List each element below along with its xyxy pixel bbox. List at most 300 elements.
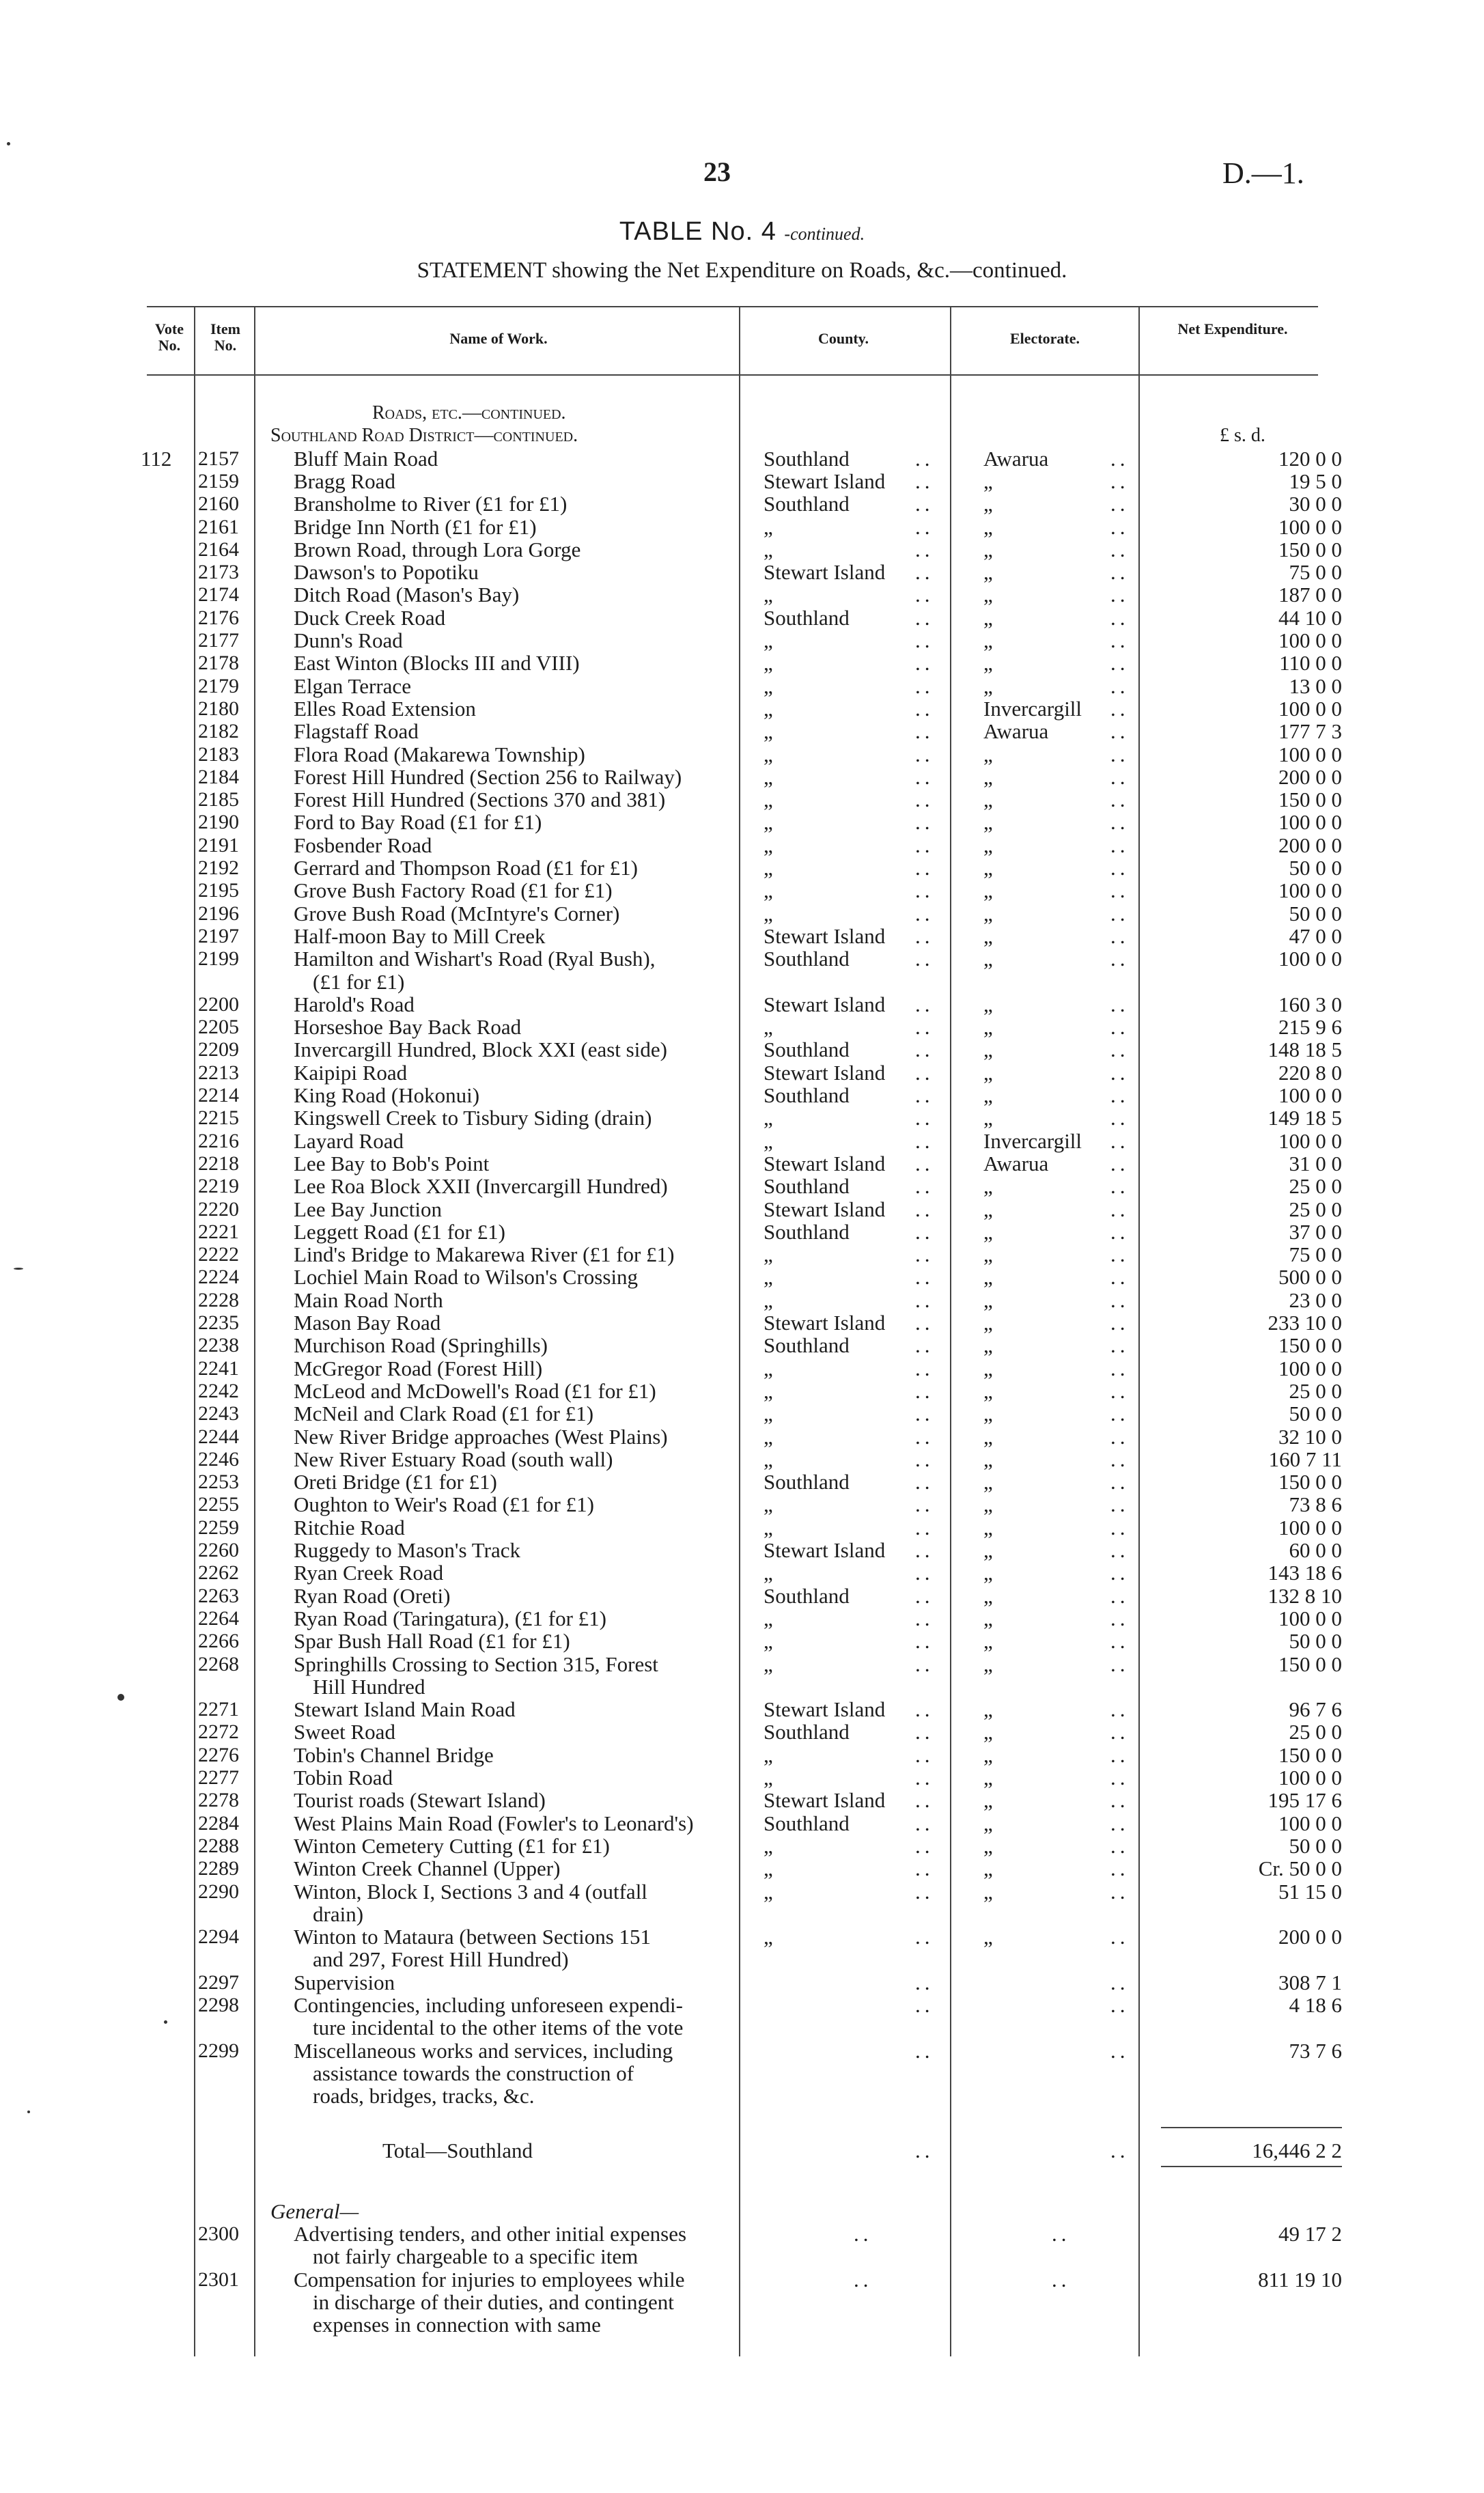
county: Stewart Island bbox=[764, 923, 886, 948]
leader-dots: .. bbox=[915, 1697, 934, 1722]
work-name: Compensation for injuries to employees while bbox=[294, 2267, 685, 2292]
leader-dots: .. bbox=[1110, 1742, 1130, 1767]
county: „ bbox=[764, 537, 773, 561]
work-name: Kingswell Creek to Tisbury Siding (drain) bbox=[294, 1106, 652, 1130]
work-name: Tobin Road bbox=[294, 1766, 393, 1789]
item-number: 2191 bbox=[198, 833, 239, 856]
leader-dots: .. bbox=[1110, 628, 1130, 652]
leader-dots: .. bbox=[915, 1470, 934, 1494]
county: Southland bbox=[764, 492, 850, 516]
county: „ bbox=[764, 1515, 773, 1540]
leader-dots: .. bbox=[1110, 583, 1130, 607]
leader-dots: .. bbox=[915, 514, 934, 539]
net-expenditure: 110 0 0 bbox=[1279, 651, 1342, 676]
leader-dots: .. bbox=[1110, 1492, 1130, 1517]
electorate: „ bbox=[983, 810, 993, 835]
net-expenditure: 96 7 6 bbox=[1289, 1697, 1342, 1722]
county: Southland bbox=[764, 1219, 850, 1244]
work-name-cont: (£1 for £1) bbox=[313, 969, 405, 994]
header-item: Item No. bbox=[210, 320, 240, 354]
county: „ bbox=[764, 583, 773, 607]
net-expenditure: 100 0 0 bbox=[1278, 696, 1342, 721]
item-number: 2195 bbox=[198, 879, 239, 902]
electorate: „ bbox=[983, 1356, 993, 1380]
table-title-continued: -continued. bbox=[784, 224, 865, 244]
county: „ bbox=[764, 1925, 773, 1949]
work-name: Ryan Road (Oreti) bbox=[294, 1583, 451, 1608]
leader-dots: .. bbox=[1110, 1197, 1130, 1221]
work-name: East Winton (Blocks III and VIII) bbox=[294, 651, 580, 676]
general-heading: General— bbox=[270, 2199, 359, 2223]
county: Stewart Island bbox=[764, 1697, 886, 1722]
item-number: 2174 bbox=[198, 583, 239, 607]
net-expenditure: 811 19 10 bbox=[1258, 2267, 1342, 2292]
work-name: Bridge Inn North (£1 for £1) bbox=[294, 514, 537, 539]
electorate: Invercargill bbox=[983, 696, 1082, 721]
county: „ bbox=[764, 1629, 773, 1654]
item-number: 2192 bbox=[198, 856, 239, 879]
leader-dots: .. bbox=[1110, 1833, 1130, 1858]
col-rule-electorate bbox=[1138, 307, 1140, 2356]
county: Stewart Island bbox=[764, 1788, 886, 1813]
header-top-rule bbox=[147, 306, 1318, 307]
electorate: „ bbox=[983, 923, 993, 948]
net-expenditure: 500 0 0 bbox=[1278, 1265, 1342, 1290]
electorate: „ bbox=[983, 1833, 993, 1858]
net-expenditure: 148 18 5 bbox=[1268, 1037, 1342, 1062]
net-expenditure: 100 0 0 bbox=[1278, 1128, 1342, 1153]
leader-dots: .. bbox=[915, 1151, 934, 1175]
leader-dots: .. bbox=[1110, 1470, 1130, 1494]
work-name: Ryan Road (Taringatura), (£1 for £1) bbox=[294, 1606, 606, 1630]
electorate: „ bbox=[983, 514, 993, 539]
leader-dots: .. bbox=[915, 923, 934, 948]
item-number: 2182 bbox=[198, 720, 239, 743]
item-number: 2260 bbox=[198, 1539, 239, 1561]
total-amount: 16,446 2 2 bbox=[1252, 2138, 1342, 2162]
item-number: 2278 bbox=[198, 1789, 239, 1812]
leader-dots: .. bbox=[915, 1583, 934, 1608]
county: „ bbox=[764, 514, 773, 539]
leader-dots: .. bbox=[1110, 2038, 1130, 2063]
electorate: „ bbox=[983, 1060, 993, 1085]
work-name-cont: Hill Hundred bbox=[313, 1674, 425, 1699]
county: Southland bbox=[764, 446, 850, 471]
leader-dots: .. bbox=[915, 1515, 934, 1540]
electorate: „ bbox=[983, 1606, 993, 1630]
net-expenditure: 50 0 0 bbox=[1289, 1833, 1342, 1858]
item-number: 2184 bbox=[198, 765, 239, 788]
col-rule-county bbox=[950, 307, 951, 2356]
county: Stewart Island bbox=[764, 469, 886, 493]
work-name: Duck Creek Road bbox=[294, 605, 446, 630]
leader-dots: .. bbox=[915, 446, 934, 471]
county: Southland bbox=[764, 947, 850, 971]
leader-dots: .. bbox=[915, 1447, 934, 1471]
county: „ bbox=[764, 1242, 773, 1267]
item-number: 2209 bbox=[198, 1038, 239, 1061]
leader-dots: .. bbox=[915, 469, 934, 493]
leader-dots: .. bbox=[915, 696, 934, 721]
electorate: „ bbox=[983, 1720, 993, 1744]
net-expenditure: Cr. 50 0 0 bbox=[1258, 1856, 1342, 1881]
net-expenditure: 100 0 0 bbox=[1278, 514, 1342, 539]
county: „ bbox=[764, 1015, 773, 1040]
leader-dots: .. bbox=[915, 1993, 934, 2017]
leader-dots: .. bbox=[915, 1265, 934, 1290]
net-expenditure: 25 0 0 bbox=[1289, 1174, 1342, 1199]
leader-dots: .. bbox=[1110, 1128, 1130, 1153]
work-name: Miscellaneous works and services, including bbox=[294, 2038, 673, 2063]
electorate: „ bbox=[983, 1629, 993, 1654]
work-name: Oughton to Weir's Road (£1 for £1) bbox=[294, 1492, 594, 1517]
leader-dots: .. bbox=[1110, 1083, 1130, 1107]
work-name: Dawson's to Popotiku bbox=[294, 560, 479, 585]
work-name: Ford to Bay Road (£1 for £1) bbox=[294, 810, 542, 835]
leader-dots: .. bbox=[1110, 1561, 1130, 1585]
leader-dots: .. bbox=[915, 1606, 934, 1630]
item-number: 2294 bbox=[198, 1925, 239, 1949]
net-expenditure: 100 0 0 bbox=[1278, 878, 1342, 903]
county: „ bbox=[764, 856, 773, 880]
leader-dots: .. bbox=[915, 1925, 934, 1949]
scan-mark bbox=[164, 2020, 167, 2024]
net-expenditure: 220 8 0 bbox=[1278, 1060, 1342, 1085]
work-name: Leggett Road (£1 for £1) bbox=[294, 1219, 505, 1244]
county: „ bbox=[764, 719, 773, 744]
net-expenditure: 13 0 0 bbox=[1289, 673, 1342, 698]
county: Southland bbox=[764, 1583, 850, 1608]
county: „ bbox=[764, 1402, 773, 1426]
item-number: 2197 bbox=[198, 924, 239, 947]
item-number: 2199 bbox=[198, 947, 239, 971]
leader-dots: .. bbox=[1110, 1037, 1130, 1062]
leader-dots: .. bbox=[915, 1197, 934, 1221]
work-name: King Road (Hokonui) bbox=[294, 1083, 480, 1107]
net-expenditure: 50 0 0 bbox=[1289, 901, 1342, 925]
county: „ bbox=[764, 1833, 773, 1858]
electorate: „ bbox=[983, 856, 993, 880]
county: Southland bbox=[764, 1470, 850, 1494]
item-number: 2241 bbox=[198, 1356, 239, 1380]
net-expenditure: 75 0 0 bbox=[1289, 560, 1342, 585]
leader-dots: .. bbox=[1110, 1788, 1130, 1813]
leader-dots: .. bbox=[1110, 1242, 1130, 1267]
page-number: 23 bbox=[703, 156, 731, 187]
net-expenditure: 215 9 6 bbox=[1278, 1015, 1342, 1040]
leader-dots: .. bbox=[1110, 446, 1130, 471]
item-number: 2255 bbox=[198, 1493, 239, 1516]
leader-dots: .. bbox=[915, 719, 934, 744]
work-name: McGregor Road (Forest Hill) bbox=[294, 1356, 543, 1380]
net-expenditure: 149 18 5 bbox=[1268, 1106, 1342, 1130]
item-number: 2222 bbox=[198, 1243, 239, 1266]
electorate: „ bbox=[983, 1424, 993, 1449]
electorate: „ bbox=[983, 1311, 993, 1335]
work-name: Ryan Creek Road bbox=[294, 1561, 444, 1585]
work-name: Ritchie Road bbox=[294, 1515, 405, 1540]
net-expenditure: 100 0 0 bbox=[1278, 1766, 1342, 1789]
leader-dots: .. bbox=[915, 1811, 934, 1835]
county: Stewart Island bbox=[764, 992, 886, 1016]
header-net-expenditure: Net Expenditure. bbox=[1177, 320, 1288, 337]
item-number: 2185 bbox=[198, 788, 239, 811]
leader-dots: .. bbox=[1110, 1106, 1130, 1130]
header-electorate: Electorate. bbox=[1010, 330, 1080, 347]
leader-dots: .. bbox=[1110, 1015, 1130, 1040]
leader-dots: .. bbox=[1110, 947, 1130, 971]
county: „ bbox=[764, 1606, 773, 1630]
leader-dots: .. bbox=[1110, 1311, 1130, 1335]
work-name: New River Bridge approaches (West Plains) bbox=[294, 1424, 668, 1449]
work-name: Winton, Block I, Sections 3 and 4 (outfall bbox=[294, 1879, 647, 1904]
electorate: „ bbox=[983, 1583, 993, 1608]
work-name: Bransholme to River (£1 for £1) bbox=[294, 492, 568, 516]
net-expenditure: 195 17 6 bbox=[1268, 1788, 1342, 1813]
leader-dots: .. bbox=[1110, 1378, 1130, 1403]
work-name: Winton Creek Channel (Upper) bbox=[294, 1856, 561, 1881]
item-number: 2224 bbox=[198, 1266, 239, 1289]
leader-dots: .. bbox=[1110, 673, 1130, 698]
work-name: Spar Bush Hall Road (£1 for £1) bbox=[294, 1629, 570, 1654]
leader-dots: .. bbox=[915, 947, 934, 971]
leader-dots: .. bbox=[1110, 2138, 1130, 2162]
leader-dots: .. bbox=[1110, 1970, 1130, 1994]
leader-dots: .. bbox=[1110, 1219, 1130, 1244]
leader-dots: .. bbox=[915, 492, 934, 516]
col-rule-vote bbox=[194, 307, 195, 2356]
county: Southland bbox=[764, 1083, 850, 1107]
net-expenditure: 132 8 10 bbox=[1268, 1583, 1342, 1608]
leader-dots: .. bbox=[1110, 1811, 1130, 1835]
electorate: „ bbox=[983, 1856, 993, 1881]
electorate: „ bbox=[983, 833, 993, 857]
leader-dots: .. bbox=[915, 1037, 934, 1062]
electorate: „ bbox=[983, 1492, 993, 1517]
leader-dots: .. bbox=[1110, 514, 1130, 539]
leader-dots: .. bbox=[915, 1970, 934, 1994]
net-expenditure: 60 0 0 bbox=[1289, 1538, 1342, 1562]
work-name: Oreti Bridge (£1 for £1) bbox=[294, 1470, 497, 1494]
net-expenditure: 160 7 11 bbox=[1268, 1447, 1342, 1471]
county: „ bbox=[764, 764, 773, 789]
item-number: 2271 bbox=[198, 1698, 239, 1721]
net-expenditure: 50 0 0 bbox=[1289, 1629, 1342, 1654]
item-number: 2276 bbox=[198, 1743, 239, 1766]
county: Southland bbox=[764, 1811, 850, 1835]
work-name: Layard Road bbox=[294, 1128, 404, 1153]
work-name: Contingencies, including unforeseen expendi- bbox=[294, 1993, 683, 2017]
work-name: Hamilton and Wishart's Road (Ryal Bush), bbox=[294, 947, 656, 971]
leader-dots: .. bbox=[915, 2138, 934, 2162]
section-heading-roads: Roads, etc.—continued. bbox=[372, 402, 566, 423]
work-name: Main Road North bbox=[294, 1287, 443, 1312]
work-name: Ditch Road (Mason's Bay) bbox=[294, 583, 520, 607]
net-expenditure: 25 0 0 bbox=[1289, 1378, 1342, 1403]
item-number: 2215 bbox=[198, 1106, 239, 1130]
electorate: „ bbox=[983, 1879, 993, 1904]
work-name: Flora Road (Makarewa Township) bbox=[294, 742, 585, 766]
county: „ bbox=[764, 1128, 773, 1153]
leader-dots: .. bbox=[915, 742, 934, 766]
county: Southland bbox=[764, 605, 850, 630]
net-expenditure: 160 3 0 bbox=[1278, 992, 1342, 1016]
leader-dots: .. bbox=[915, 1219, 934, 1244]
county: „ bbox=[764, 833, 773, 857]
electorate: „ bbox=[983, 673, 993, 698]
county: Southland bbox=[764, 1333, 850, 1358]
leader-dots: .. bbox=[915, 1060, 934, 1085]
leader-dots: .. bbox=[915, 1356, 934, 1380]
net-expenditure: 47 0 0 bbox=[1289, 923, 1342, 948]
county: „ bbox=[764, 651, 773, 676]
leader-dots: .. bbox=[1110, 492, 1130, 516]
document-reference: D.—1. bbox=[1222, 156, 1304, 190]
leader-dots: .. bbox=[1110, 1356, 1130, 1380]
electorate: „ bbox=[983, 1037, 993, 1062]
net-expenditure: 100 0 0 bbox=[1278, 1606, 1342, 1630]
leader-dots: .. bbox=[1110, 1402, 1130, 1426]
leader-dots: .. bbox=[1110, 1925, 1130, 1949]
leader-dots: .. bbox=[915, 878, 934, 903]
net-expenditure: 150 0 0 bbox=[1278, 537, 1342, 561]
item-number: 2299 bbox=[198, 2039, 239, 2062]
col-rule-name bbox=[739, 307, 740, 2356]
net-expenditure: 49 17 2 bbox=[1278, 2222, 1342, 2246]
county: „ bbox=[764, 1378, 773, 1403]
item-number: 2235 bbox=[198, 1311, 239, 1334]
work-name: Brown Road, through Lora Gorge bbox=[294, 537, 581, 561]
electorate: „ bbox=[983, 1470, 993, 1494]
leader-dots: .. bbox=[1110, 1856, 1130, 1881]
work-name: Lee Roa Block XXII (Invercargill Hundred) bbox=[294, 1174, 668, 1199]
table-title-text: TABLE No. 4 bbox=[619, 217, 776, 246]
item-number: 2301 bbox=[198, 2268, 239, 2291]
work-name: Murchison Road (Springhills) bbox=[294, 1333, 548, 1358]
net-expenditure: 32 10 0 bbox=[1278, 1424, 1342, 1449]
net-expenditure: 150 0 0 bbox=[1278, 1652, 1342, 1676]
electorate: „ bbox=[983, 1402, 993, 1426]
electorate: Awarua bbox=[983, 446, 1049, 471]
work-name: McNeil and Clark Road (£1 for £1) bbox=[294, 1402, 594, 1426]
net-expenditure: 100 0 0 bbox=[1278, 742, 1342, 766]
item-number: 2205 bbox=[198, 1016, 239, 1039]
item-number: 2277 bbox=[198, 1766, 239, 1789]
work-name-cont: and 297, Forest Hill Hundred) bbox=[313, 1947, 569, 1972]
leader-dots: .. bbox=[915, 788, 934, 812]
leader-dots: .. bbox=[1110, 923, 1130, 948]
header-name: Name of Work. bbox=[449, 330, 548, 347]
work-name: Lee Bay Junction bbox=[294, 1197, 442, 1221]
electorate: „ bbox=[983, 1742, 993, 1767]
leader-dots: .. bbox=[1110, 696, 1130, 721]
work-name: Elles Road Extension bbox=[294, 696, 476, 721]
item-number: 2300 bbox=[198, 2223, 239, 2246]
work-name: Grove Bush Factory Road (£1 for £1) bbox=[294, 878, 613, 903]
leader-dots: .. bbox=[1110, 1652, 1130, 1676]
work-name-cont: assistance towards the construction of bbox=[313, 2061, 634, 2085]
leader-dots: .. bbox=[1110, 742, 1130, 766]
leader-dots: .. bbox=[1110, 1697, 1130, 1722]
county: Southland bbox=[764, 1720, 850, 1744]
leader-dots: .. bbox=[1110, 878, 1130, 903]
leader-dots: .. bbox=[1110, 1766, 1130, 1789]
county: „ bbox=[764, 696, 773, 721]
electorate: „ bbox=[983, 1174, 993, 1199]
item-number: 2159 bbox=[198, 469, 239, 492]
leader-dots: .. bbox=[1110, 901, 1130, 925]
electorate: „ bbox=[983, 1766, 993, 1789]
item-number: 2246 bbox=[198, 1447, 239, 1471]
net-expenditure: 50 0 0 bbox=[1289, 856, 1342, 880]
item-number: 2160 bbox=[198, 492, 239, 516]
leader-dots: .. bbox=[915, 1629, 934, 1654]
item-number: 2179 bbox=[198, 674, 239, 697]
leader-dots: .. bbox=[1110, 1060, 1130, 1085]
leader-dots: .. bbox=[915, 810, 934, 835]
col-rule-item bbox=[254, 307, 255, 2356]
item-number: 2221 bbox=[198, 1220, 239, 1243]
work-name: Bluff Main Road bbox=[294, 446, 438, 471]
item-number: 2272 bbox=[198, 1721, 239, 1744]
item-number: 2178 bbox=[198, 652, 239, 675]
leader-dots: .. bbox=[1110, 788, 1130, 812]
work-name: Tobin's Channel Bridge bbox=[294, 1742, 494, 1767]
leader-dots: .. bbox=[1110, 1993, 1130, 2017]
leader-dots: .. bbox=[1052, 2267, 1071, 2292]
net-expenditure: 200 0 0 bbox=[1278, 1925, 1342, 1949]
leader-dots: .. bbox=[915, 1242, 934, 1267]
leader-dots: .. bbox=[1052, 2222, 1071, 2246]
work-name-cont: expenses in connection with same bbox=[313, 2313, 601, 2337]
county: „ bbox=[764, 810, 773, 835]
county: „ bbox=[764, 1766, 773, 1789]
leader-dots: .. bbox=[915, 1856, 934, 1881]
leader-dots: .. bbox=[1110, 469, 1130, 493]
work-name: Advertising tenders, and other initial expenses bbox=[294, 2222, 687, 2246]
scan-mark bbox=[117, 1694, 124, 1701]
electorate: „ bbox=[983, 1265, 993, 1290]
leader-dots: .. bbox=[1110, 560, 1130, 585]
scan-mark bbox=[27, 2111, 30, 2113]
item-number: 2263 bbox=[198, 1584, 239, 1607]
leader-dots: .. bbox=[915, 1311, 934, 1335]
work-name: Invercargill Hundred, Block XXI (east side) bbox=[294, 1037, 667, 1062]
county: Southland bbox=[764, 1037, 850, 1062]
item-number: 2243 bbox=[198, 1402, 239, 1425]
leader-dots: .. bbox=[915, 1402, 934, 1426]
work-name-cont: drain) bbox=[313, 1902, 364, 1926]
leader-dots: .. bbox=[1110, 719, 1130, 744]
item-number: 2298 bbox=[198, 1994, 239, 2016]
leader-dots: .. bbox=[915, 1287, 934, 1312]
leader-dots: .. bbox=[915, 1538, 934, 1562]
leader-dots: .. bbox=[915, 764, 934, 789]
header-county: County. bbox=[818, 330, 869, 347]
leader-dots: .. bbox=[915, 1720, 934, 1744]
leader-dots: .. bbox=[915, 1492, 934, 1517]
leader-dots: .. bbox=[915, 583, 934, 607]
item-number: 2264 bbox=[198, 1606, 239, 1630]
work-name: Tourist roads (Stewart Island) bbox=[294, 1788, 546, 1813]
electorate: „ bbox=[983, 1015, 993, 1040]
net-expenditure: 100 0 0 bbox=[1278, 1083, 1342, 1107]
leader-dots: .. bbox=[1110, 537, 1130, 561]
header-vote: Vote No. bbox=[155, 320, 184, 354]
electorate: „ bbox=[983, 1219, 993, 1244]
county: „ bbox=[764, 673, 773, 698]
electorate: „ bbox=[983, 1287, 993, 1312]
